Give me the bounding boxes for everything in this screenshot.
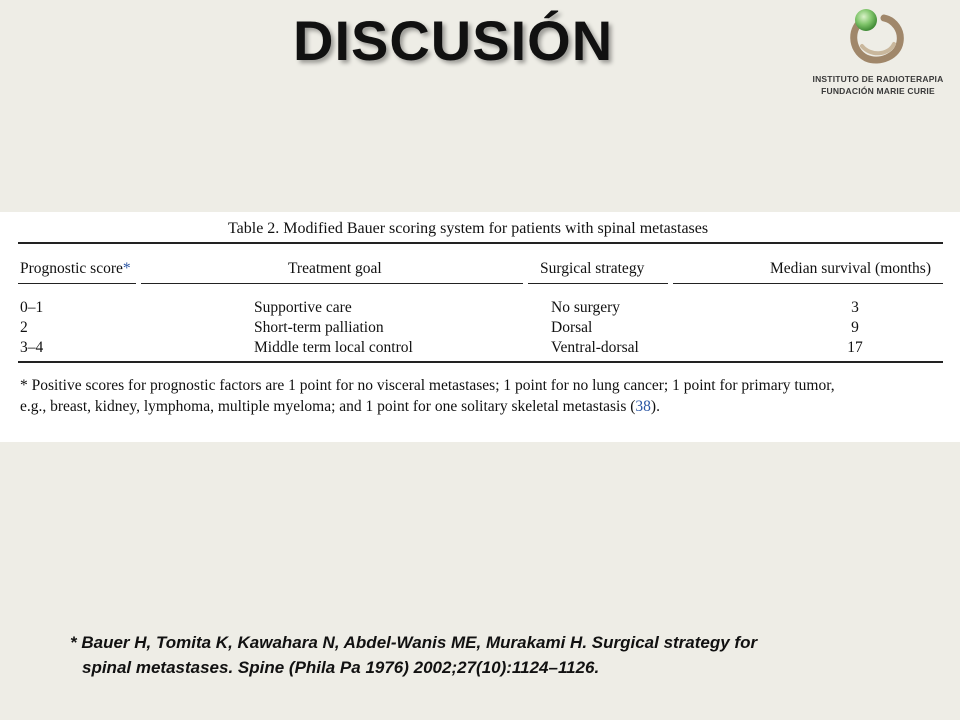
- header-surgical-strategy: Surgical strategy: [540, 260, 645, 277]
- logo-emblem-icon: [844, 6, 910, 70]
- table-cell-goal: Short-term palliation: [254, 319, 384, 336]
- footnote-line-2-text: e.g., breast, kidney, lymphoma, multiple myeloma; and 1 point for one solitary skeletal metastasis (: [20, 398, 636, 415]
- bibliographic-citation: [70, 630, 950, 680]
- table-cell-goal: Middle term local control: [254, 339, 413, 356]
- header-rule: [18, 283, 136, 284]
- citation-line-1: * Bauer H, Tomita K, Kawahara N, Abdel-Wanis ME, Murakami H. Surgical strategy for: [70, 633, 758, 652]
- logo-text-line1: INSTITUTO DE RADIOTERAPIA: [812, 74, 944, 84]
- header-rule: [141, 283, 523, 284]
- table-cell-strategy: Ventral-dorsal: [551, 339, 639, 356]
- table-caption: Table 2. Modified Bauer scoring system for patients with spinal metastases: [228, 220, 709, 237]
- header-prognostic-score-label: Prognostic score: [20, 260, 123, 277]
- table-cell-score: 2: [20, 319, 28, 336]
- header-median-survival: Median survival (months): [770, 260, 932, 277]
- institute-logo: [808, 6, 948, 98]
- table-cell-score: 0–1: [20, 299, 44, 316]
- header-prognostic-score: [20, 259, 131, 279]
- bauer-score-table: [0, 212, 960, 442]
- table-cell-survival: 9: [851, 319, 859, 336]
- table-cell-goal: Supportive care: [254, 299, 352, 316]
- slide-title: DISCUSIÓN: [293, 9, 614, 72]
- footnote-line-1: * Positive scores for prognostic factors are 1 point for no visceral metastases; 1 point for no lung cancer; 1 point for primary tumor,: [20, 377, 835, 394]
- table-cell-strategy: Dorsal: [551, 319, 593, 336]
- table-cell-score: 3–4: [20, 339, 44, 356]
- table-cell-survival: 17: [847, 339, 863, 356]
- table-top-rule: [18, 242, 943, 244]
- header-asterisk: *: [122, 260, 131, 277]
- header-treatment-goal: Treatment goal: [288, 260, 382, 277]
- table-footnote: [20, 375, 945, 417]
- logo-text-line2: FUNDACIÓN MARIE CURIE: [821, 86, 935, 96]
- footnote-line-2-end: ).: [650, 398, 660, 415]
- table-cell-strategy: No surgery: [551, 299, 621, 316]
- table-bottom-rule: [18, 361, 943, 363]
- footnote-line-2: [20, 396, 945, 417]
- header-rule: [528, 283, 668, 284]
- citation-line-2: spinal metastases. Spine (Phila Pa 1976) 2002;27(10):1124–1126.: [82, 658, 600, 677]
- table-cell-survival: 3: [851, 299, 859, 316]
- header-rule: [673, 283, 943, 284]
- footnote-reference-link[interactable]: 38: [635, 398, 651, 415]
